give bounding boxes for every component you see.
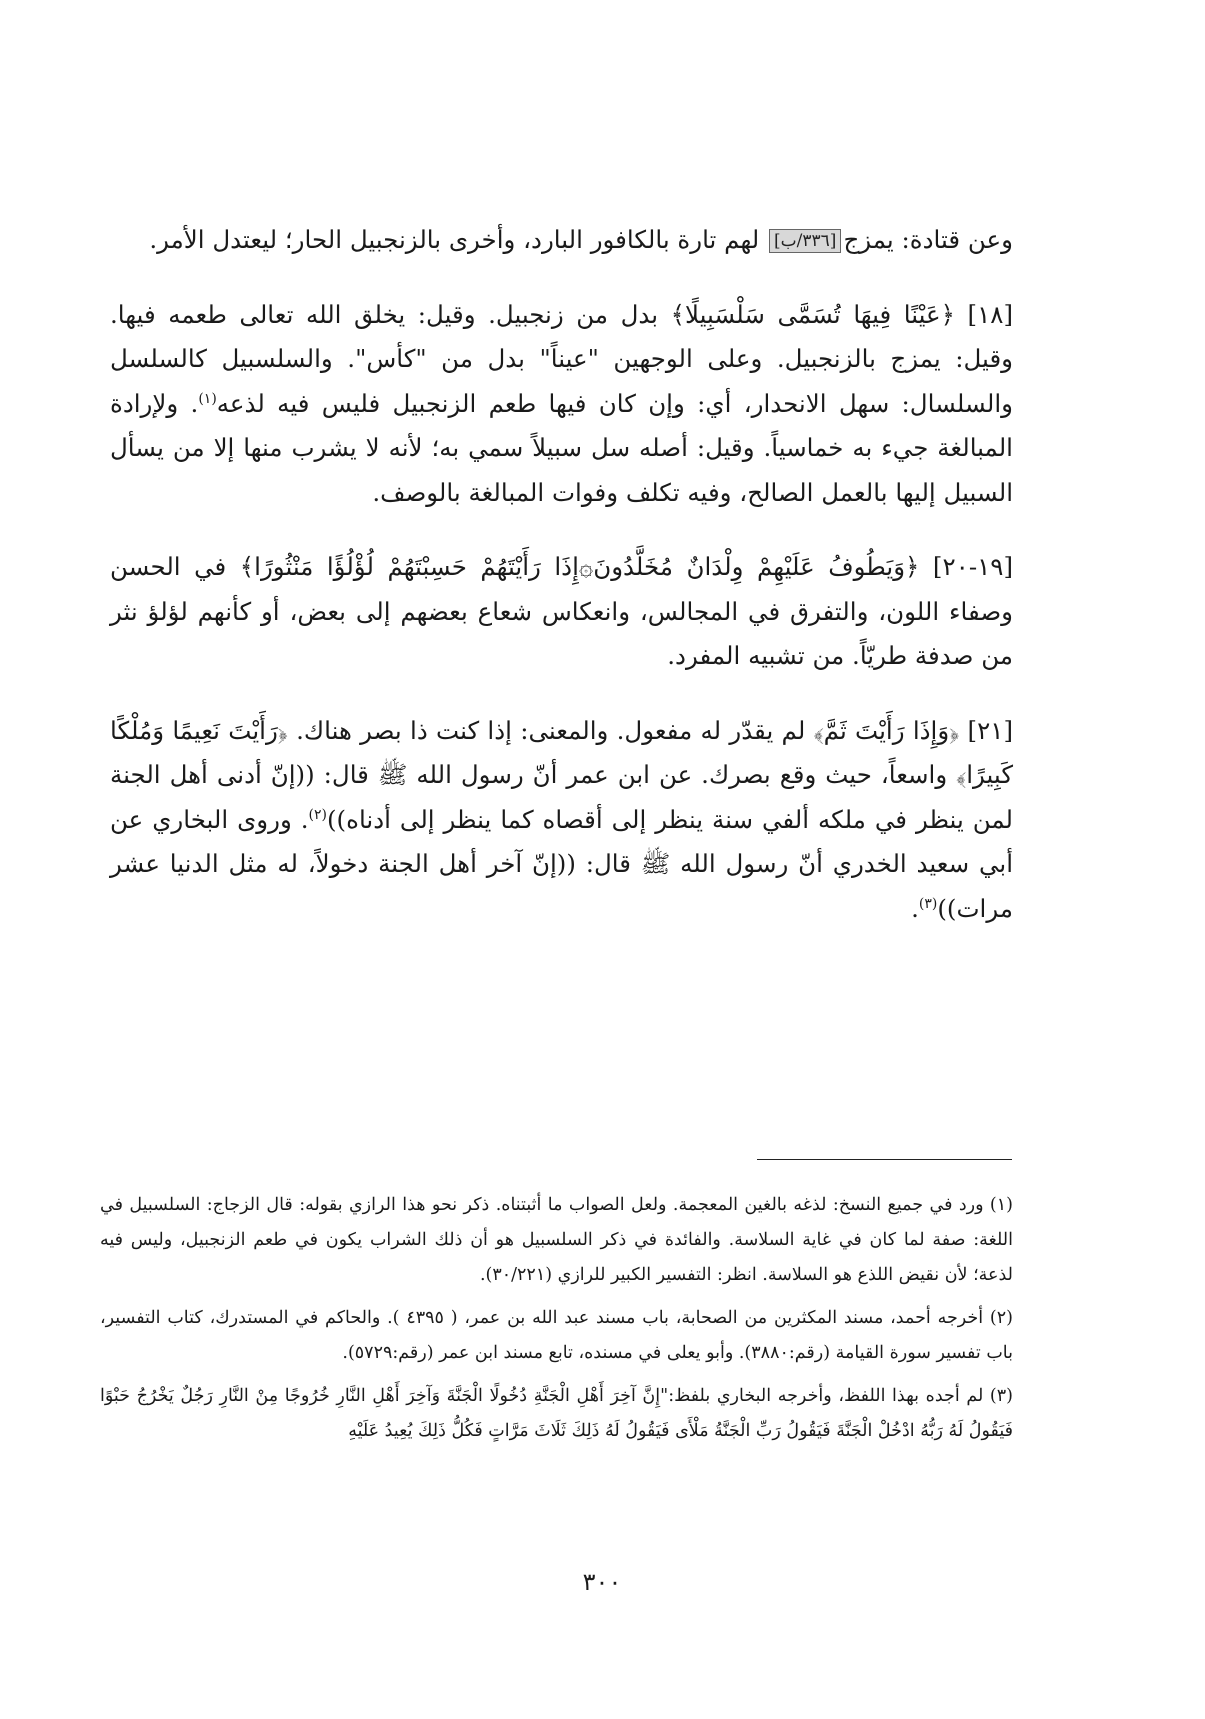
manuscript-folio-marker: [٣٣٦/ب] (769, 229, 841, 253)
paragraph-text: وعن قتادة: يمزج (843, 225, 1013, 254)
footnote-3: (٣) لم أجده بهذا اللفظ، وأخرجه البخاري بلفظ:"إِنَّ آخِرَ أَهْلِ الْجَنَّةِ دُخُولًا الْجَنَّةَ وَآخِرَ أَهْلِ النَّارِ خُرُوجًا مِنْ النَّارِ رَجُلٌ يَخْرُجُ حَبْوًا فَيَقُولُ لَهُ رَبُّهُ ادْخُلْ الْجَنَّةَ فَيَقُولُ رَبِّ الْجَنَّةُ مَلْأَى فَيَقُولُ لَهُ ذَلِكَ ثَلَاثَ مَرَّاتٍ فَكُلُّ ذَلِكَ يُعِيدُ عَلَيْهِ (100, 1386, 1013, 1441)
page-number: ٣٠٠ (582, 1568, 622, 1596)
paragraph-qatada (110, 218, 1013, 263)
paragraph-verse-21 (110, 709, 1013, 932)
footnote-ref-2[interactable]: (٢) (308, 806, 327, 823)
paragraph-verse-19-20 (110, 545, 1013, 679)
footnote-ref-3[interactable]: (٣) (918, 895, 938, 912)
paragraph-text: . وروى البخاري عن أبي سعيد الخدري أنّ رسول الله ﷺ قال: ((إنّ آخر أهل الجنة دخولاً، له مثل الدنيا عشر مرات)) (110, 804, 1013, 923)
paragraph-text: [٢١] ﴿وَإِذَا رَأَيْتَ ثَمَّ﴾ لم يقدّر له مفعول. والمعنى: إذا كنت ذا بصر هناك. ﴿رَأَيْتَ نَعِيمًا وَمُلْكًا كَبِيرًا﴾ واسعاً، حيث وقع بصرك. عن ابن عمر أنّ رسول الله ﷺ قال: ((إنّ أدنى أهل الجنة لمن ينظر في ملكه ألفي سنة ينظر إلى أقصاه كما ينظر إلى أدناه)) (110, 715, 1013, 834)
paragraph-text: [١٩-٢٠] ﴿وَيَطُوفُ عَلَيْهِمْ وِلْدَانٌ مُخَلَّدُونَ۞إِذَا رَأَيْتَهُمْ حَسِبْتَهُمْ لُؤْلُؤًا مَنْثُورًا﴾ في الحسن وصفاء اللون، والتفرق في المجالس، وانعكاس شعاع بعضهم إلى بعض، أو كأنهم لؤلؤ نثر من صدفة طريّاً. من تشبيه المفرد. (110, 552, 1013, 670)
footnotes (100, 1188, 1013, 1457)
paragraph-text: [١٨] ﴿عَيْنًا فِيهَا تُسَمَّى سَلْسَبِيلًا﴾ بدل من زنجبيل. وقيل: يخلق الله تعالى طعمه فيها. وقيل: يمزج بالزنجبيل. وعلى الوجهين "عيناً" بدل من "كأس". والسلسبيل كالسلسل والسلسال: سهل الانحدار، أي: وإن كان فيها طعم الزنجبيل فليس فيه لذعه (110, 299, 1013, 418)
footnote-divider (757, 1159, 1012, 1160)
main-text (110, 218, 1013, 931)
paragraph-text: . ولإرادة المبالغة جيء به خماسياً. وقيل: أصله سل سبيلاً سمي به؛ لأنه لا يشرب منها إلا من يسأل السبيل إليها بالعمل الصالح، وفيه تكلف وفوات المبالغة بالوصف. (110, 388, 1013, 507)
footnote-1: (١) ورد في جميع النسخ: لذغه بالغين المعجمة. ولعل الصواب ما أثبتناه. ذكر نحو هذا الرازي بقوله: قال الزجاج: السلسبيل في اللغة: صفة لما كان في غاية السلاسة. والفائدة في ذكر السلسبيل هو أن ذلك الشراب يكون في طعم الزنجبيل، وليس فيه لذعة؛ لأن نقيض اللذع هو السلاسة. انظر: التفسير الكبير للرازي (٣٠/٢٢١). (100, 1195, 1013, 1285)
paragraph-text: . (911, 893, 919, 923)
footnote-2: (٢) أخرجه أحمد، مسند المكثرين من الصحابة، باب مسند عبد الله بن عمر، ( ٤٣٩٥ ). والحاكم في المستدرك، كتاب التفسير، باب تفسير سورة القيامة (رقم:٣٨٨٠). وأبو يعلى في مسنده، تابع مسند ابن عمر (رقم:٥٧٢٩). (100, 1308, 1013, 1363)
paragraph-verse-18 (110, 293, 1013, 516)
footnote-ref-1[interactable]: (١) (198, 390, 217, 407)
paragraph-text: لهم تارة بالكافور البارد، وأخرى بالزنجبيل الحار؛ ليعتدل الأمر. (149, 225, 768, 254)
